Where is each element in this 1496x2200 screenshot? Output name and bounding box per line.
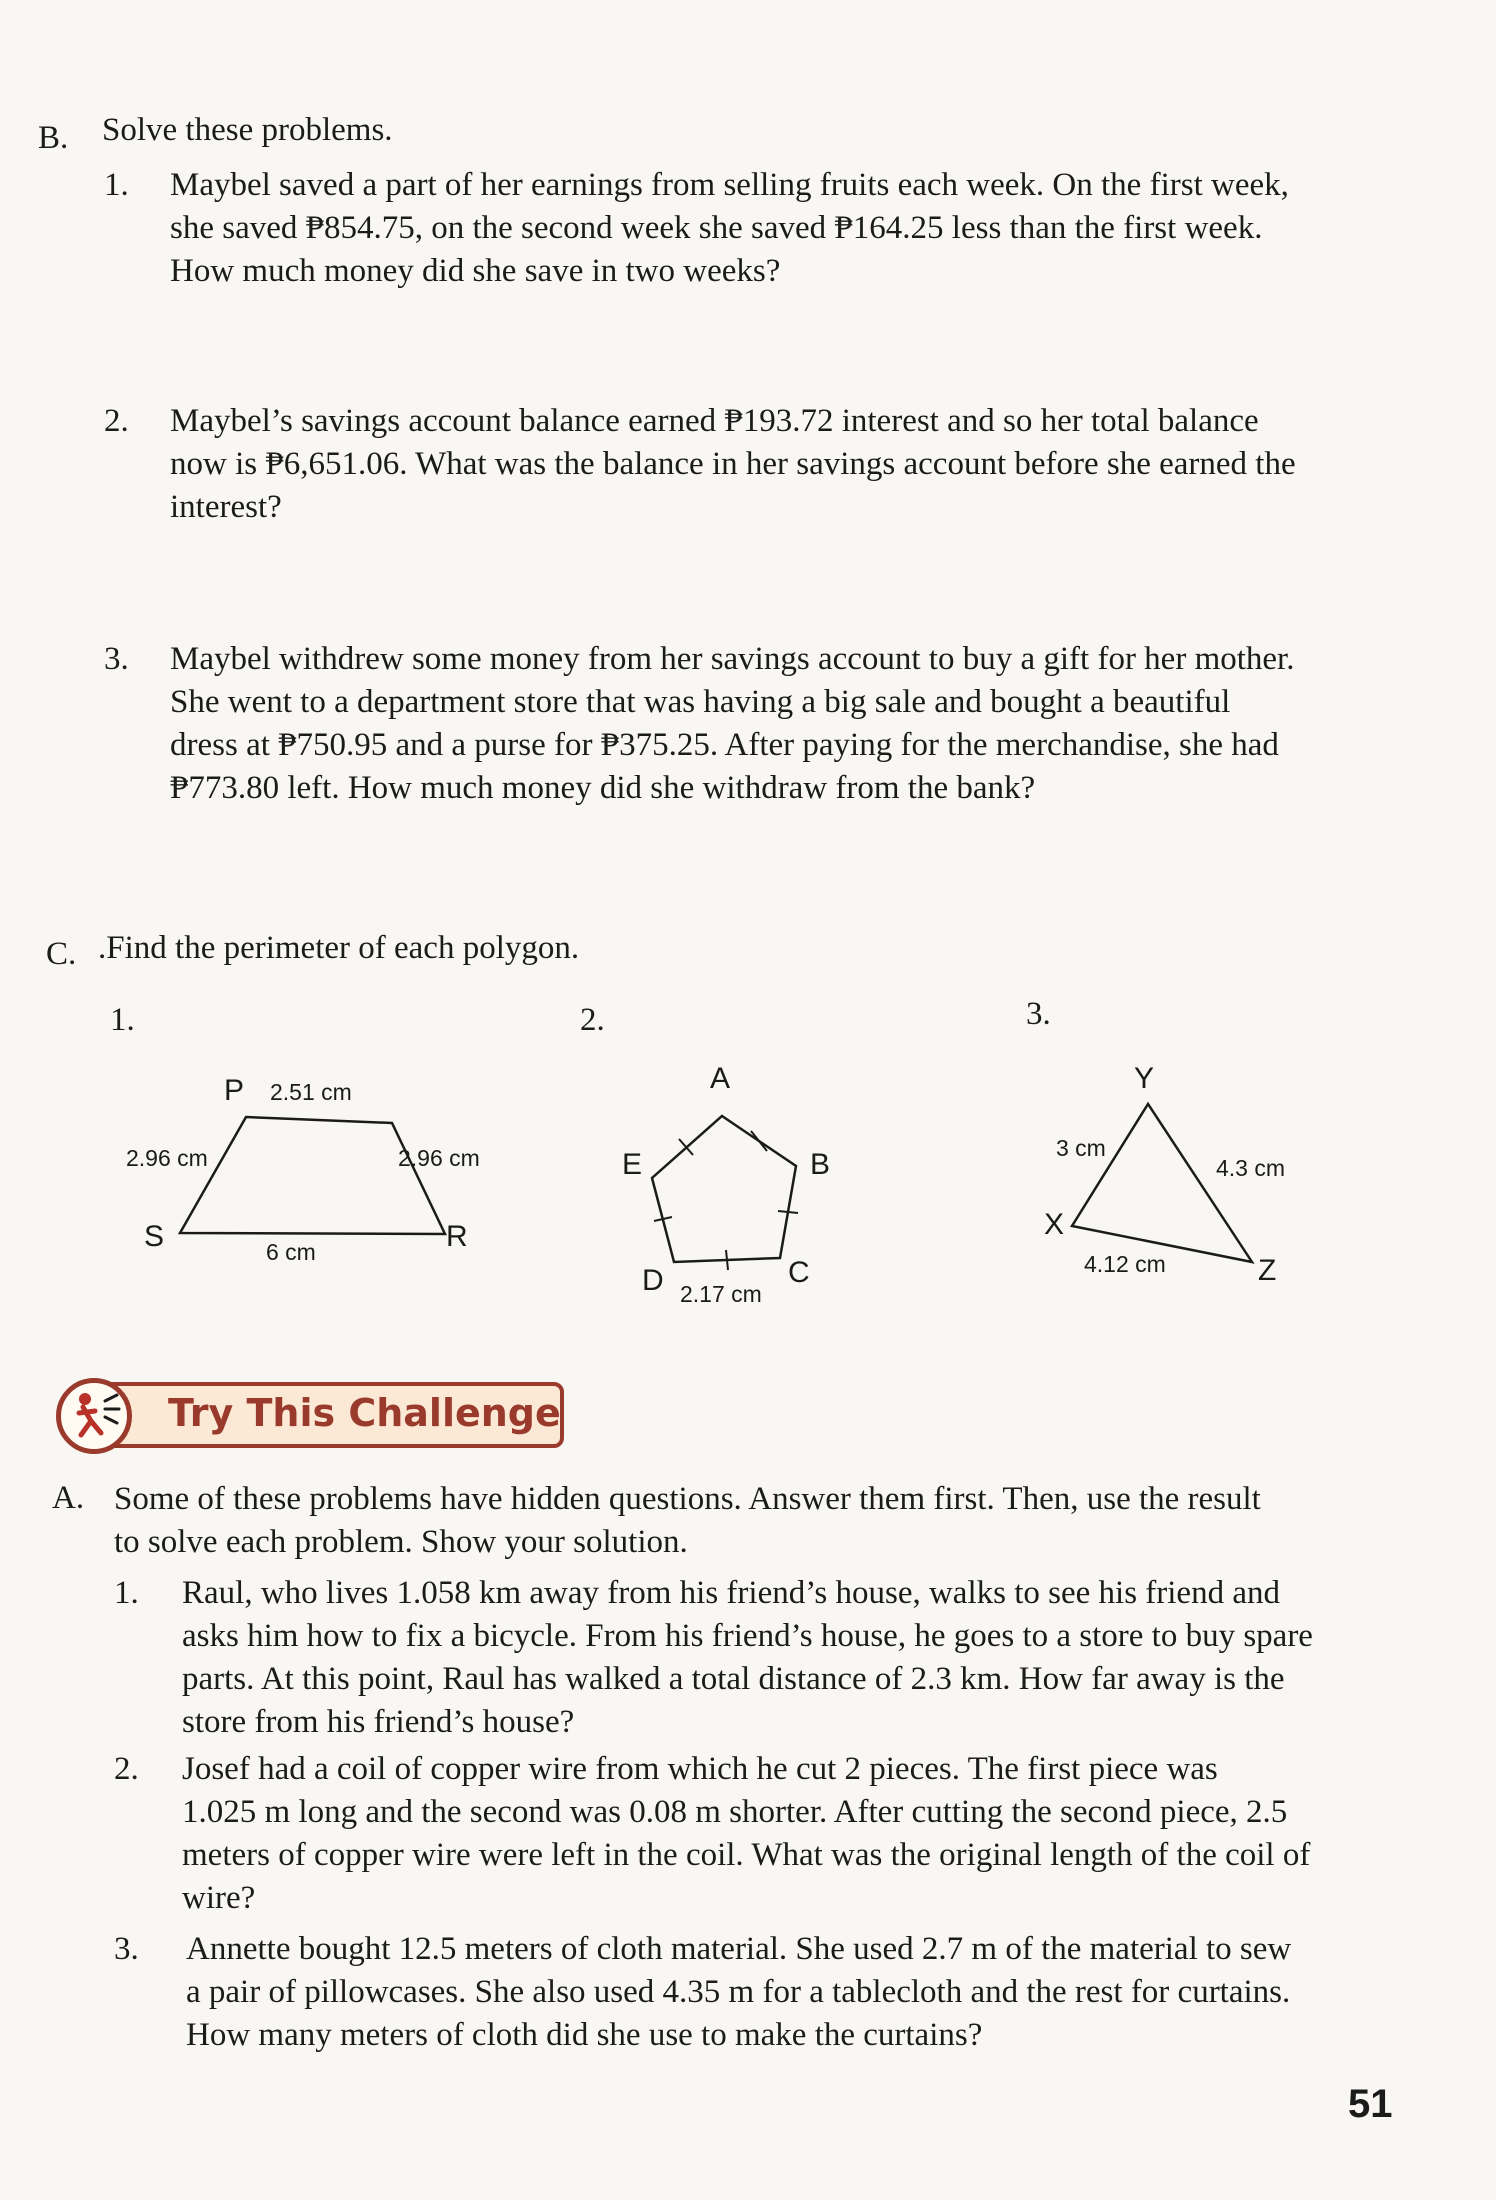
vertex-x-label: X: [1044, 1208, 1065, 1241]
figure-3-number: 3.: [1026, 996, 1051, 1032]
problem-line: interest?: [170, 489, 282, 525]
problem-a3: [114, 1928, 1414, 2058]
problem-line: ₱773.80 left. How much money did she withdraw from the bank?: [170, 770, 1036, 806]
page-number: 51: [1348, 2082, 1393, 2126]
problem-line: store from his friend’s house?: [182, 1704, 575, 1740]
problem-number: 1.: [114, 1575, 139, 1611]
problem-number: 2.: [114, 1751, 139, 1787]
side-xy-label: 3 cm: [1056, 1135, 1106, 1161]
runner-icon: [56, 1378, 132, 1454]
problem-line: meters of copper wire were left in the coil. What was the original length of the coil of: [182, 1837, 1311, 1873]
section-c-heading: .Find the perimeter of each polygon.: [98, 930, 580, 966]
side-bottom-label: 6 cm: [266, 1239, 316, 1265]
side-length-label: 2.17 cm: [680, 1281, 762, 1307]
vertex-b-label: B: [810, 1148, 831, 1181]
intro-line: Some of these problems have hidden questions. Answer them first. Then, use the result: [114, 1481, 1261, 1517]
figure-1-number: 1.: [110, 1002, 135, 1038]
problem-line: How much money did she save in two weeks?: [170, 253, 781, 289]
problem-line: asks him how to fix a bicycle. From his friend’s house, he goes to a store to buy spare: [182, 1618, 1313, 1654]
side-left-label: 2.96 cm: [126, 1145, 208, 1171]
problem-b2: [104, 400, 1414, 530]
problem-line: she saved ₱854.75, on the second week she saved ₱164.25 less than the first week.: [170, 210, 1263, 246]
problem-a1: [114, 1572, 1414, 1744]
vertex-z-label: Z: [1258, 1254, 1277, 1287]
vertex-d-label: D: [642, 1264, 664, 1297]
problem-line: wire?: [182, 1880, 256, 1916]
problem-number: 3.: [104, 641, 129, 677]
section-a-intro: [114, 1478, 1404, 1568]
problem-line: Maybel’s savings account balance earned ₱193.72 interest and so her total balance: [170, 403, 1259, 439]
problem-number: 2.: [104, 403, 129, 439]
problem-line: How many meters of cloth did she use to make the curtains?: [186, 2017, 983, 2053]
triangle-figure: [1040, 1050, 1340, 1300]
problem-b3: [104, 638, 1414, 810]
side-top-label: 2.51 cm: [270, 1079, 352, 1105]
challenge-title: Try This Challenge: [168, 1391, 561, 1435]
problem-line: Maybel withdrew some money from her savings account to buy a gift for her mother.: [170, 641, 1295, 677]
problem-line: She went to a department store that was having a big sale and bought a beautiful: [170, 684, 1231, 720]
problem-line: Raul, who lives 1.058 km away from his friend’s house, walks to see his friend and: [182, 1575, 1280, 1611]
section-a-letter: A.: [52, 1480, 85, 1516]
problem-number: 1.: [104, 167, 129, 203]
try-this-challenge-banner: [56, 1378, 568, 1454]
figure-2-number: 2.: [580, 1002, 605, 1038]
pentagon-shape: [652, 1116, 796, 1262]
triangle-shape: [1072, 1104, 1252, 1262]
trapezoid-shape: [180, 1117, 445, 1234]
problem-line: 1.025 m long and the second was 0.08 m shorter. After cutting the second piece, 2.5: [182, 1794, 1288, 1830]
vertex-c-label: C: [788, 1256, 810, 1289]
side-xz-label: 4.12 cm: [1084, 1251, 1166, 1277]
problem-a2: [114, 1748, 1414, 1920]
section-c-letter: C.: [46, 936, 77, 972]
vertex-y-label: Y: [1134, 1062, 1155, 1095]
vertex-p-label: P: [224, 1074, 245, 1107]
section-b-letter: B.: [38, 120, 69, 156]
problem-line: Josef had a coil of copper wire from which he cut 2 pieces. The first piece was: [182, 1751, 1218, 1787]
problem-number: 3.: [114, 1931, 139, 1967]
problem-line: now is ₱6,651.06. What was the balance in her savings account before she earned the: [170, 446, 1296, 482]
problem-line: dress at ₱750.95 and a purse for ₱375.25. After paying for the merchandise, she had: [170, 727, 1279, 763]
trapezoid-figure: [110, 1060, 510, 1280]
problem-b1: [104, 164, 1414, 294]
intro-line: to solve each problem. Show your solution.: [114, 1524, 688, 1560]
pentagon-figure: [610, 1050, 870, 1310]
side-right-label: 2.96 cm: [398, 1145, 480, 1171]
vertex-s-label: S: [144, 1220, 165, 1253]
vertex-r-label: R: [446, 1220, 468, 1253]
problem-line: parts. At this point, Raul has walked a total distance of 2.3 km. How far away is the: [182, 1661, 1285, 1697]
section-b-heading: Solve these problems.: [102, 112, 393, 148]
vertex-e-label: E: [622, 1148, 643, 1181]
side-yz-label: 4.3 cm: [1216, 1155, 1286, 1181]
problem-line: a pair of pillowcases. She also used 4.35 m for a tablecloth and the rest for curtains.: [186, 1974, 1291, 2010]
problem-line: Annette bought 12.5 meters of cloth material. She used 2.7 m of the material to sew: [186, 1931, 1292, 1967]
vertex-a-label: A: [710, 1062, 731, 1095]
problem-line: Maybel saved a part of her earnings from selling fruits each week. On the first week,: [170, 167, 1289, 203]
